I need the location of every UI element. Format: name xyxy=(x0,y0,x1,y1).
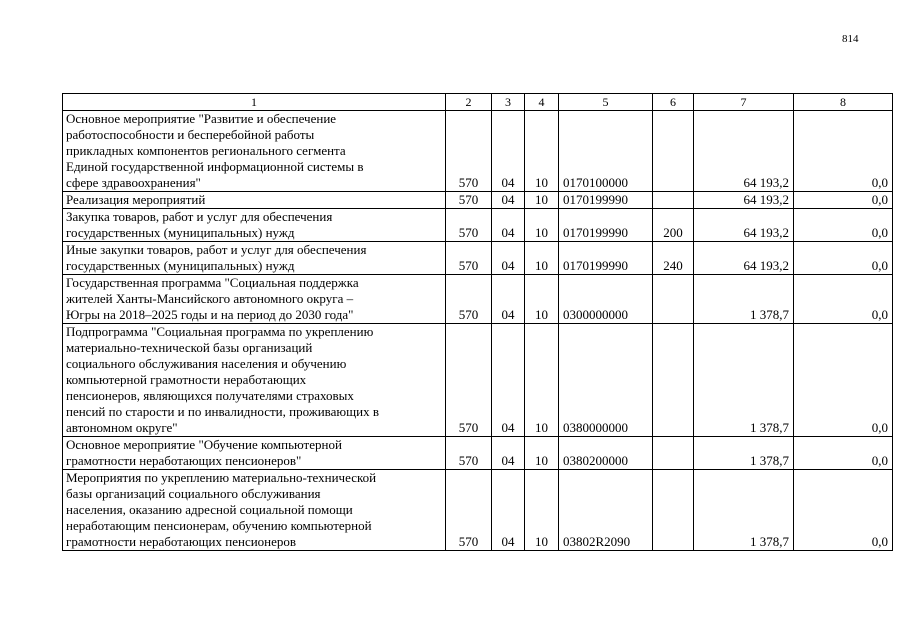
table-row xyxy=(63,437,893,470)
admin-code-cell: 570 xyxy=(446,209,492,242)
header-col-6: 6 xyxy=(653,94,694,111)
admin-code-cell: 570 xyxy=(446,324,492,437)
table-row xyxy=(63,324,893,437)
row-name-cell xyxy=(63,192,446,209)
expense-type-cell: 200 xyxy=(653,209,694,242)
table-row xyxy=(63,111,893,192)
amount-cell: 64 193,2 xyxy=(694,242,794,275)
admin-code-cell: 570 xyxy=(446,275,492,324)
section-cell: 04 xyxy=(492,275,525,324)
admin-code-cell: 570 xyxy=(446,242,492,275)
expense-type-cell xyxy=(653,275,694,324)
header-row xyxy=(63,94,893,111)
header-col-5: 5 xyxy=(559,94,653,111)
amount-cell-2: 0,0 xyxy=(794,111,893,192)
expense-type-cell xyxy=(653,437,694,470)
row-name-text: Мероприятия по укреплению материально-технической базы организаций социального обслуживания населения, оказанию адресной социальной помощи неработающим пенсионерам, обучению компьютерной грамотности неработающих пенсионеров xyxy=(66,470,377,549)
row-name-cell xyxy=(63,242,446,275)
amount-cell-2: 0,0 xyxy=(794,437,893,470)
target-article-cell: 0300000000 xyxy=(559,275,653,324)
row-name-cell xyxy=(63,470,446,551)
amount-cell-2: 0,0 xyxy=(794,324,893,437)
header-col-8: 8 xyxy=(794,94,893,111)
expense-type-cell xyxy=(653,111,694,192)
section-cell: 04 xyxy=(492,470,525,551)
table-row xyxy=(63,242,893,275)
section-cell: 04 xyxy=(492,324,525,437)
section-cell: 04 xyxy=(492,209,525,242)
amount-cell: 64 193,2 xyxy=(694,111,794,192)
expense-type-cell xyxy=(653,324,694,437)
target-article-cell: 0170100000 xyxy=(559,111,653,192)
header-col-7: 7 xyxy=(694,94,794,111)
subsection-cell: 10 xyxy=(525,437,559,470)
amount-cell: 1 378,7 xyxy=(694,470,794,551)
subsection-cell: 10 xyxy=(525,324,559,437)
row-name-cell xyxy=(63,437,446,470)
header-col-1: 1 xyxy=(63,94,446,111)
admin-code-cell: 570 xyxy=(446,470,492,551)
row-name-text: Основное мероприятие "Развитие и обеспечение работоспособности и бесперебойной работы прикладных компонентов регионального сегмента Единой государственной информационной системы в сфере здравоохранения" xyxy=(66,111,364,190)
amount-cell: 64 193,2 xyxy=(694,192,794,209)
table-row xyxy=(63,209,893,242)
expense-type-cell xyxy=(653,192,694,209)
amount-cell: 1 378,7 xyxy=(694,324,794,437)
header-col-3: 3 xyxy=(492,94,525,111)
subsection-cell: 10 xyxy=(525,275,559,324)
expense-type-cell xyxy=(653,470,694,551)
subsection-cell: 10 xyxy=(525,192,559,209)
page-number: 814 xyxy=(842,33,859,45)
amount-cell-2: 0,0 xyxy=(794,242,893,275)
table-row xyxy=(63,275,893,324)
row-name-text: Иные закупки товаров, работ и услуг для обеспечения государственных (муниципальных) нужд xyxy=(66,242,367,273)
row-name-cell xyxy=(63,324,446,437)
amount-cell-2: 0,0 xyxy=(794,192,893,209)
row-name-text: Реализация мероприятий xyxy=(66,192,206,207)
admin-code-cell: 570 xyxy=(446,111,492,192)
amount-cell-2: 0,0 xyxy=(794,209,893,242)
admin-code-cell: 570 xyxy=(446,437,492,470)
amount-cell: 64 193,2 xyxy=(694,209,794,242)
subsection-cell: 10 xyxy=(525,242,559,275)
subsection-cell: 10 xyxy=(525,209,559,242)
section-cell: 04 xyxy=(492,242,525,275)
row-name-cell xyxy=(63,275,446,324)
row-name-text: Подпрограмма "Социальная программа по укреплению материально-технической базы организаций социального обслуживания населения и обучению компьютерной грамотности неработающих пенсионеров, являющихся получателями страховых пенсий по старости и по инвалидности, проживающих в автономном округе" xyxy=(66,324,379,435)
section-cell: 04 xyxy=(492,192,525,209)
target-article-cell: 0170199990 xyxy=(559,209,653,242)
header-col-2: 2 xyxy=(446,94,492,111)
table-row xyxy=(63,470,893,551)
row-name-text: Государственная программа "Социальная поддержка жителей Ханты-Мансийского автономного округа – Югры на 2018–2025 годы и на период до 2030 года" xyxy=(66,275,359,322)
header-col-4: 4 xyxy=(525,94,559,111)
row-name-cell xyxy=(63,209,446,242)
admin-code-cell: 570 xyxy=(446,192,492,209)
target-article-cell: 0170199990 xyxy=(559,242,653,275)
table-row xyxy=(63,192,893,209)
section-cell: 04 xyxy=(492,111,525,192)
subsection-cell: 10 xyxy=(525,470,559,551)
amount-cell: 1 378,7 xyxy=(694,437,794,470)
target-article-cell: 0170199990 xyxy=(559,192,653,209)
amount-cell: 1 378,7 xyxy=(694,275,794,324)
row-name-text: Основное мероприятие "Обучение компьютерной грамотности неработающих пенсионеров" xyxy=(66,437,342,468)
budget-table xyxy=(62,93,893,551)
section-cell: 04 xyxy=(492,437,525,470)
target-article-cell: 0380000000 xyxy=(559,324,653,437)
amount-cell-2: 0,0 xyxy=(794,275,893,324)
subsection-cell: 10 xyxy=(525,111,559,192)
target-article-cell: 0380200000 xyxy=(559,437,653,470)
amount-cell-2: 0,0 xyxy=(794,470,893,551)
target-article-cell: 03802R2090 xyxy=(559,470,653,551)
row-name-cell xyxy=(63,111,446,192)
expense-type-cell: 240 xyxy=(653,242,694,275)
row-name-text: Закупка товаров, работ и услуг для обеспечения государственных (муниципальных) нужд xyxy=(66,209,333,240)
